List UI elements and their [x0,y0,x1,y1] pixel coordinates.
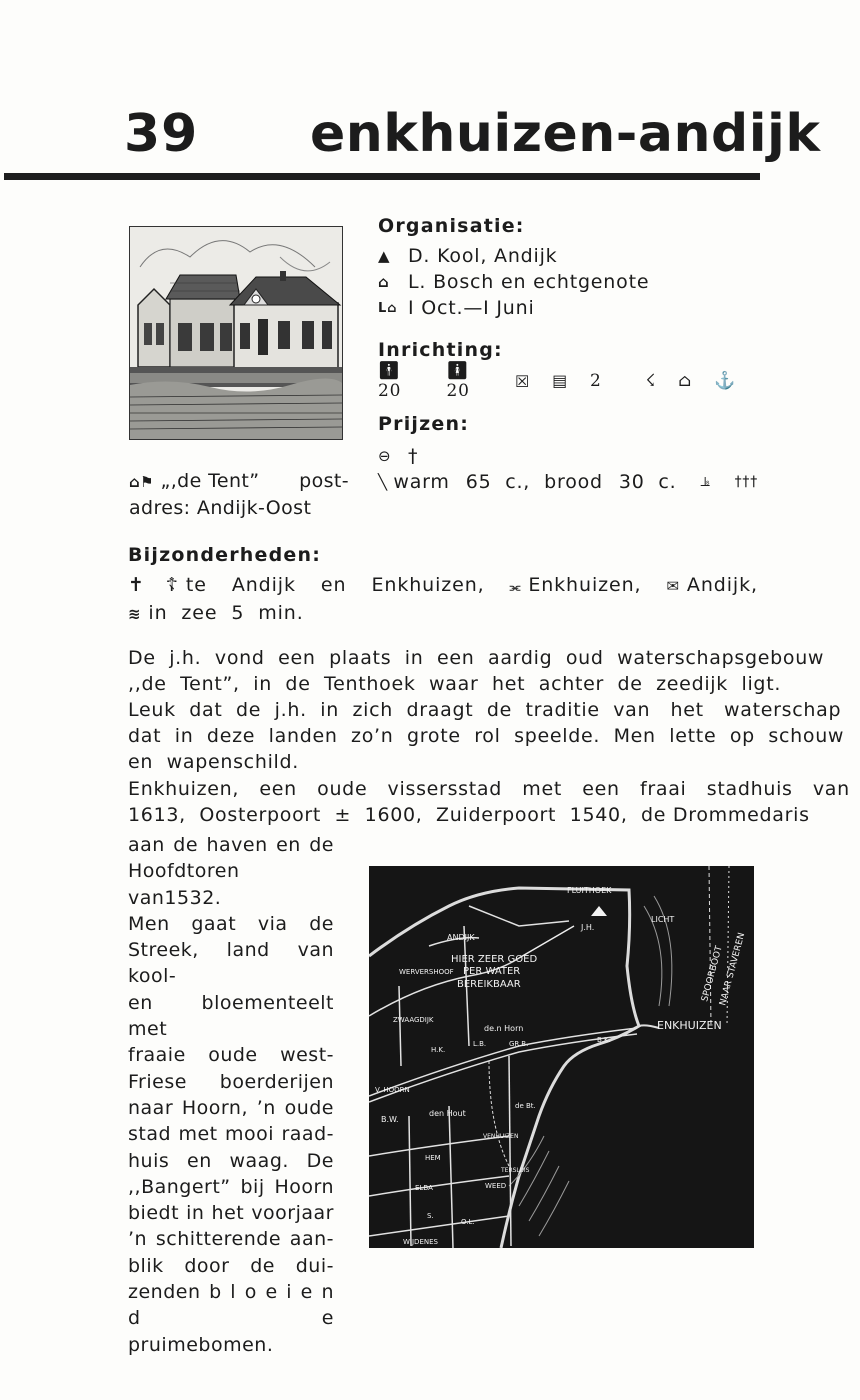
bijzonderheden-section [128,542,758,627]
warm-price: 65 c., [465,471,531,493]
bij-word: te [185,574,207,596]
text-line: zenden b l o e i e n d e [128,1281,334,1330]
inrichting-heading: Inrichting: [378,339,503,361]
inrichting-value: 2 [590,371,602,391]
bijzonderheden-line1 [128,572,758,600]
bij-word: Enkhuizen, [528,574,642,596]
church-icon: ✝ [128,574,145,596]
train-icon: ⫘ [509,580,522,594]
cutlery-icon: ††† [734,474,758,490]
map-label: ANDIJK [447,933,475,942]
map-label: TERSLUIS [501,1167,530,1174]
text-line: aan de haven en de [128,834,334,856]
house-icon: ⌂ [378,273,390,291]
text-line: ’n schitterende aan- [128,1228,334,1251]
map-label: ZWAAGDIJK [393,1016,434,1024]
map-label: PER WATER [463,966,521,977]
map-label: ENKHUIZEN [657,1019,722,1032]
hostel-photo [129,226,343,440]
text-line: en wapenschild. [128,751,300,773]
shower-icon: ☇ [645,371,657,391]
post-icon: ✉ [666,577,680,595]
map-label: den Hout [429,1109,466,1118]
map-label: V. HOORN [375,1086,410,1094]
text-line: De j.h. vond een plaats in een aardig oud waterschapsgebouw [128,647,825,669]
map-label: SPOORBOOT [700,944,725,1003]
map-label: de Bt. [515,1102,536,1110]
organisatie-heading: Organisatie: [378,215,525,237]
text-line: blik door de dui- [128,1254,334,1277]
boat-icon: ⚓ [714,371,736,391]
text-line: biedt in het voorjaar [128,1202,334,1225]
triangle-icon: ▲ [378,247,391,265]
brood-price: 30 c. [618,471,677,493]
page-number: 39 [124,104,199,164]
inrichting-value: 20 [378,381,402,401]
organisatie-text: D. Kool, Andijk [408,245,558,267]
text-line: en bloementeelt met [128,991,334,1041]
shop-icon: ⌂ [678,371,693,391]
text-line: dat in deze landen zo’n grote rol speelde. Men lette op schouw [128,725,845,747]
map-svg [369,866,754,1248]
map-label: FLUITHOEK [567,886,612,895]
caption-post: post- [299,470,349,492]
map-label: B.K. [597,1036,611,1044]
text-line: stad met mooi raad- [128,1123,334,1146]
map-label: ELBA [415,1184,433,1192]
organisatie-item [378,269,758,295]
map-label: S. [427,1212,434,1220]
house-photo-icon [130,227,342,439]
warm-label: warm [393,471,450,493]
prijzen-heading: Prijzen: [378,413,469,435]
prijzen-icons [378,443,758,469]
text-line: Hoofdtoren van1532. [128,860,240,909]
person-icon: † [408,445,419,467]
text-line: pruimebomen. [128,1333,274,1356]
map-label: LICHT [651,915,675,924]
text-line: Streek, land van kool- [128,939,334,988]
male-icon: 🚹︎ [378,361,401,381]
header-rule [4,173,760,180]
map-label: B.W. [381,1115,399,1124]
paragraph-2-wide [128,776,850,828]
kitchen-icon: ☒ [514,371,531,391]
text-line: huis en waag. De [128,1149,334,1172]
text-line: Leuk dat de j.h. in zich draagt de traditie van het waterschap [128,699,842,721]
organisatie-text: L. Bosch en echtgenote [408,271,650,293]
swim-icon: ≋ [128,605,142,623]
map-label: J.H. [581,923,595,932]
map-label: GR.B. [509,1040,529,1048]
organisatie-item [378,243,758,269]
closed-icon: L⌂ [378,300,398,316]
bijzonderheden-line2 [128,600,758,627]
map-label: WIJDENES [403,1238,438,1246]
female-icon: 🚺︎ [446,361,469,381]
membership-icon: ⊖ [378,447,392,465]
inrichting-row [378,361,758,401]
area-map [369,866,754,1248]
inrichting-value: 20 [446,381,470,401]
map-label: VENHUIZEN [483,1133,519,1140]
church-icon: ☦ [165,574,179,596]
organisatie-text: I Oct.—I Juni [408,297,535,319]
map-label: WEED [485,1182,507,1190]
text-line: Men gaat via de [128,912,334,935]
pan-icon: ⫡ [700,474,711,490]
caption-address: adres: Andijk-Oost [129,497,312,519]
text-line: ,,Bangert” bij Hoorn [128,1175,334,1198]
bij-word: Andijk, [686,574,758,596]
map-label: de.n Horn [484,1024,524,1033]
bed-icon: ▤ [552,371,569,390]
hostel-icon: ⌂⚑ [129,473,154,491]
text-line: 1613, Oosterpoort ± 1600, Zuiderpoort 1540, de Drommedaris [128,804,810,826]
caption-hostel-name: „,de Tent” [160,470,260,492]
map-label: HIER ZEER GOED [451,954,538,965]
brood-label: brood [544,471,603,493]
bij-swim-text: in zee 5 min. [148,602,304,624]
map-label: H.K. [431,1046,446,1054]
knife-icon: ╲ [378,473,388,491]
map-label: BEREIKBAAR [457,979,521,990]
text-line: Friese boerderijen [128,1070,334,1093]
prijzen-row [378,469,758,495]
text-line: Enkhuizen, een oude vissersstad met een fraai stadhuis van [128,778,850,800]
bij-word: en [320,574,347,596]
map-label: HEM [425,1154,441,1162]
text-line: naar Hoorn, ’n oude [128,1096,334,1119]
info-panel [378,215,758,495]
bij-word: Enkhuizen, [371,574,485,596]
map-label: WERVERSHOOF [399,968,454,976]
map-label: L.B. [473,1040,487,1048]
bij-word: Andijk [231,574,296,596]
page-title: enkhuizen-andijk [310,104,821,164]
map-label: O.L. [461,1218,475,1226]
bijzonderheden-heading: Bijzonderheden: [128,544,322,566]
text-line: fraaie oude west- [128,1044,334,1067]
photo-caption [129,468,349,521]
organisatie-item [378,295,758,321]
text-line: ,,de Tent”, in de Tenthoek waar het achter de zeedijk ligt. [128,673,782,695]
paragraph-2-column [128,832,334,1358]
paragraph-1 [128,645,845,775]
map-label: NAAR STAVEREN [718,931,748,1007]
